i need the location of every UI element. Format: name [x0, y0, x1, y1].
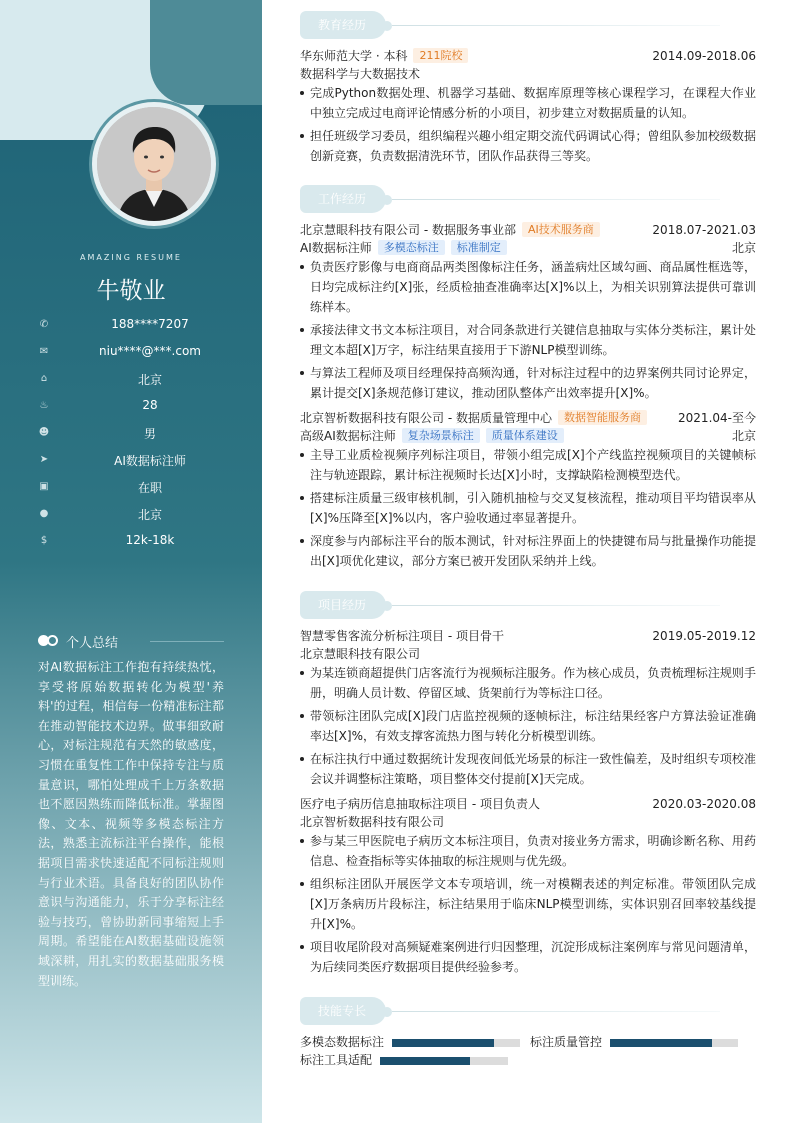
contact-info-value: 28	[142, 398, 158, 412]
project-date: 2020.03-2020.08	[652, 797, 756, 811]
skill-tag: 标准制定	[451, 240, 507, 255]
skill-bar-fill	[392, 1039, 494, 1047]
phone-icon: ✆	[39, 319, 49, 330]
send-icon: ➤	[39, 454, 49, 465]
divider	[392, 605, 720, 606]
skill-item	[530, 1034, 740, 1050]
project-row	[300, 628, 756, 644]
skill-tag: 复杂场景标注	[402, 428, 480, 443]
salary-icon: $	[40, 535, 48, 546]
tagline: AMAZING RESUME	[80, 253, 182, 262]
candidate-name: 牛敬业	[96, 278, 166, 304]
education-date: 2014.09-2018.06	[652, 49, 756, 63]
project-org: 北京智析数据科技有限公司	[300, 815, 445, 829]
skill-tag: 多模态标注	[378, 240, 445, 255]
education-bullets	[300, 83, 756, 169]
section-title: 教育经历	[300, 11, 386, 39]
project-org: 北京慧眼科技有限公司	[300, 647, 421, 661]
contact-info-row	[0, 425, 262, 441]
role-row	[300, 428, 756, 444]
list-item: 在标注执行中通过数据统计发现夜间低光场景的标注一致性偏差，及时组织专项校准会议并调整标注策略，项目整体交付提前[X]天完成。	[300, 749, 756, 789]
contact-info-row	[0, 452, 262, 468]
location-icon: ●	[39, 508, 49, 519]
skill-name: 标注质量管控	[530, 1035, 603, 1049]
job-city: 北京	[731, 429, 756, 443]
job-row	[300, 410, 756, 426]
divider	[150, 641, 224, 642]
section-header-projects	[300, 591, 740, 619]
skill-bar	[380, 1057, 508, 1065]
toggle-dots-icon	[38, 635, 60, 647]
avatar-frame	[92, 102, 216, 226]
role-row	[300, 240, 756, 256]
project-bullets	[300, 831, 756, 980]
contact-info-row	[0, 479, 262, 495]
section-header-education	[300, 11, 740, 39]
job-role: AI数据标注师	[300, 241, 372, 255]
contact-info-row	[0, 371, 262, 387]
list-item: 承接法律文书文本标注项目，对合同条款进行关键信息抽取与实体分类标注，累计处理文本超[X]万字，标注结果直接用于下游NLP模型训练。	[300, 320, 756, 360]
gender-icon: ☻	[38, 427, 50, 438]
skill-bar	[610, 1039, 738, 1047]
company-name: 北京智析数据科技有限公司 - 数据质量管理中心	[300, 411, 552, 425]
project-name: 智慧零售客流分析标注项目 - 项目骨干	[300, 629, 504, 643]
job-row	[300, 222, 756, 238]
project-org-row	[300, 814, 756, 830]
list-item: 与算法工程师及项目经理保持高频沟通，针对标注过程中的边界案例共同讨论界定，累计提交[X]条规范修订建议，推动团队整体产出效率提升[X]%。	[300, 363, 756, 403]
project-bullets	[300, 663, 756, 792]
project-org-row	[300, 646, 756, 662]
list-item: 组织标注团队开展医学文本专项培训，统一对模糊表述的判定标准。带领团队完成[X]万条病历片段标注，标注结果用于临床NLP模型训练，实体识别召回率较基线提升[X]%。	[300, 874, 756, 934]
major-row	[300, 66, 756, 82]
skill-name: 标注工具适配	[300, 1053, 373, 1067]
school-tag: 211院校	[413, 48, 468, 63]
contact-info-value: AI数据标注师	[114, 454, 186, 468]
list-item: 完成Python数据处理、机器学习基础、数据库原理等核心课程学习，在课程大作业中独立完成过电商评论情感分析的小项目，初步建立对数据质量的认知。	[300, 83, 756, 123]
section-header-skills	[300, 997, 740, 1025]
list-item: 主导工业质检视频序列标注项目，带领小组完成[X]个产线监控视频项目的关键帧标注与轨迹跟踪，累计标注视频时长达[X]小时，支撑缺陷检测模型迭代。	[300, 445, 756, 485]
decorative-shape	[150, 0, 262, 105]
list-item: 负责医疗影像与电商商品两类图像标注任务，涵盖病灶区域勾画、商品属性框选等，日均完成标注约[X]张，经质检抽查准确率达[X]%以上，为相关识别算法提供可靠训练样本。	[300, 257, 756, 317]
skill-bar-fill	[610, 1039, 712, 1047]
summary-text: 对AI数据标注工作抱有持续热忱，享受将原始数据转化为模型'养料'的过程，相信每一份精准标注都在推动智能技术边界。做事细致耐心，对标注规范有天然的敏感度，习惯在重复性工作中保持专注与质量意识，哪怕处理成千上万条数据也不愿因熟练而降低标准。掌握图像、文本、视频等多模态标注方法，熟悉主流标注平台操作，能根据项目需求快速适配不同标注规则与行业术语。具备良好的团队协作意识与沟通能力，乐于分享标注经验与技巧，曾协助新同事缩短上手周期。希望能在AI数据基础设施领域深耕，用扎实的数据基础服务模型训练。	[38, 660, 224, 988]
contact-info-value: niu****@***.com	[99, 344, 201, 358]
main-content	[300, 0, 756, 1123]
skill-bar	[392, 1039, 520, 1047]
section-header-work	[300, 185, 740, 213]
contact-info-row	[0, 398, 262, 414]
list-item: 担任班级学习委员，组织编程兴趣小组定期交流代码调试心得；曾组队参加校级数据创新竞赛，负责数据清洗环节，团队作品获得三等奖。	[300, 126, 756, 166]
home-icon: ⌂	[40, 373, 48, 384]
summary-header	[38, 632, 224, 650]
divider	[392, 25, 720, 26]
avatar	[97, 107, 211, 221]
contact-info-row	[0, 533, 262, 549]
contact-info-row	[0, 344, 262, 360]
skill-item	[300, 1034, 520, 1050]
contact-info-row	[0, 506, 262, 522]
contact-info-value: 北京	[137, 508, 162, 522]
skill-name: 多模态数据标注	[300, 1035, 385, 1049]
major: 数据科学与大数据技术	[300, 67, 421, 81]
skill-tag: 质量体系建设	[486, 428, 564, 443]
briefcase-icon: ▣	[39, 481, 49, 492]
contact-info-value: 在职	[137, 481, 162, 495]
cake-icon: ♨	[39, 400, 49, 411]
project-date: 2019.05-2019.12	[652, 629, 756, 643]
list-item: 深度参与内部标注平台的版本测试，针对标注界面上的快捷键布局与批量操作功能提出[X]项优化建议，部分方案已被开发团队采纳并上线。	[300, 531, 756, 571]
list-item: 搭建标注质量三级审核机制，引入随机抽检与交叉复核流程，推动项目平均错误率从[X]%压降至[X]%以内，客户验收通过率显著提升。	[300, 488, 756, 528]
divider	[392, 199, 720, 200]
contact-info-row	[0, 317, 262, 333]
school-name: 华东师范大学 · 本科	[300, 49, 408, 63]
divider	[392, 1011, 720, 1012]
job-bullets	[300, 257, 756, 406]
section-title: 工作经历	[300, 185, 386, 213]
list-item: 带领标注团队完成[X]段门店监控视频的逐帧标注，标注结果经客户方算法验证准确率达[X]%，有效支撑客流热力图与转化分析模型训练。	[300, 706, 756, 746]
skill-item	[300, 1052, 510, 1068]
project-row	[300, 796, 756, 812]
job-bullets	[300, 445, 756, 574]
section-title: 项目经历	[300, 591, 386, 619]
job-date: 2018.07-2021.03	[652, 223, 756, 237]
job-date: 2021.04-至今	[678, 411, 756, 425]
email-icon: ✉	[39, 346, 49, 357]
company-tag: 数据智能服务商	[558, 410, 647, 425]
company-tag: AI技术服务商	[522, 222, 600, 237]
job-role: 高级AI数据标注师	[300, 429, 396, 443]
list-item: 参与某三甲医院电子病历文本标注项目，负责对接业务方需求，明确诊断名称、用药信息、检查指标等实体抽取的标注规则与优先级。	[300, 831, 756, 871]
contact-info-value: 北京	[137, 373, 162, 387]
summary-title: 个人总结	[66, 636, 119, 651]
list-item: 为某连锁商超提供门店客流行为视频标注服务。作为核心成员，负责梳理标注规则手册，明确人员计数、停留区域、货架前行为等标注口径。	[300, 663, 756, 703]
sidebar	[0, 0, 262, 1123]
project-name: 医疗电子病历信息抽取标注项目 - 项目负责人	[300, 797, 540, 811]
education-row	[300, 48, 756, 64]
avatar-photo	[97, 107, 211, 221]
skill-bar-fill	[380, 1057, 470, 1065]
contact-info-value: 男	[143, 427, 156, 441]
list-item: 项目收尾阶段对高频疑难案例进行归因整理，沉淀形成标注案例库与常见问题清单，为后续同类医疗数据项目提供经验参考。	[300, 937, 756, 977]
section-title: 技能专长	[300, 997, 386, 1025]
contact-info-value: 12k-18k	[125, 533, 175, 547]
company-name: 北京慧眼科技有限公司 - 数据服务事业部	[300, 223, 516, 237]
contact-info-value: 188****7207	[111, 317, 189, 331]
job-city: 北京	[731, 241, 756, 255]
